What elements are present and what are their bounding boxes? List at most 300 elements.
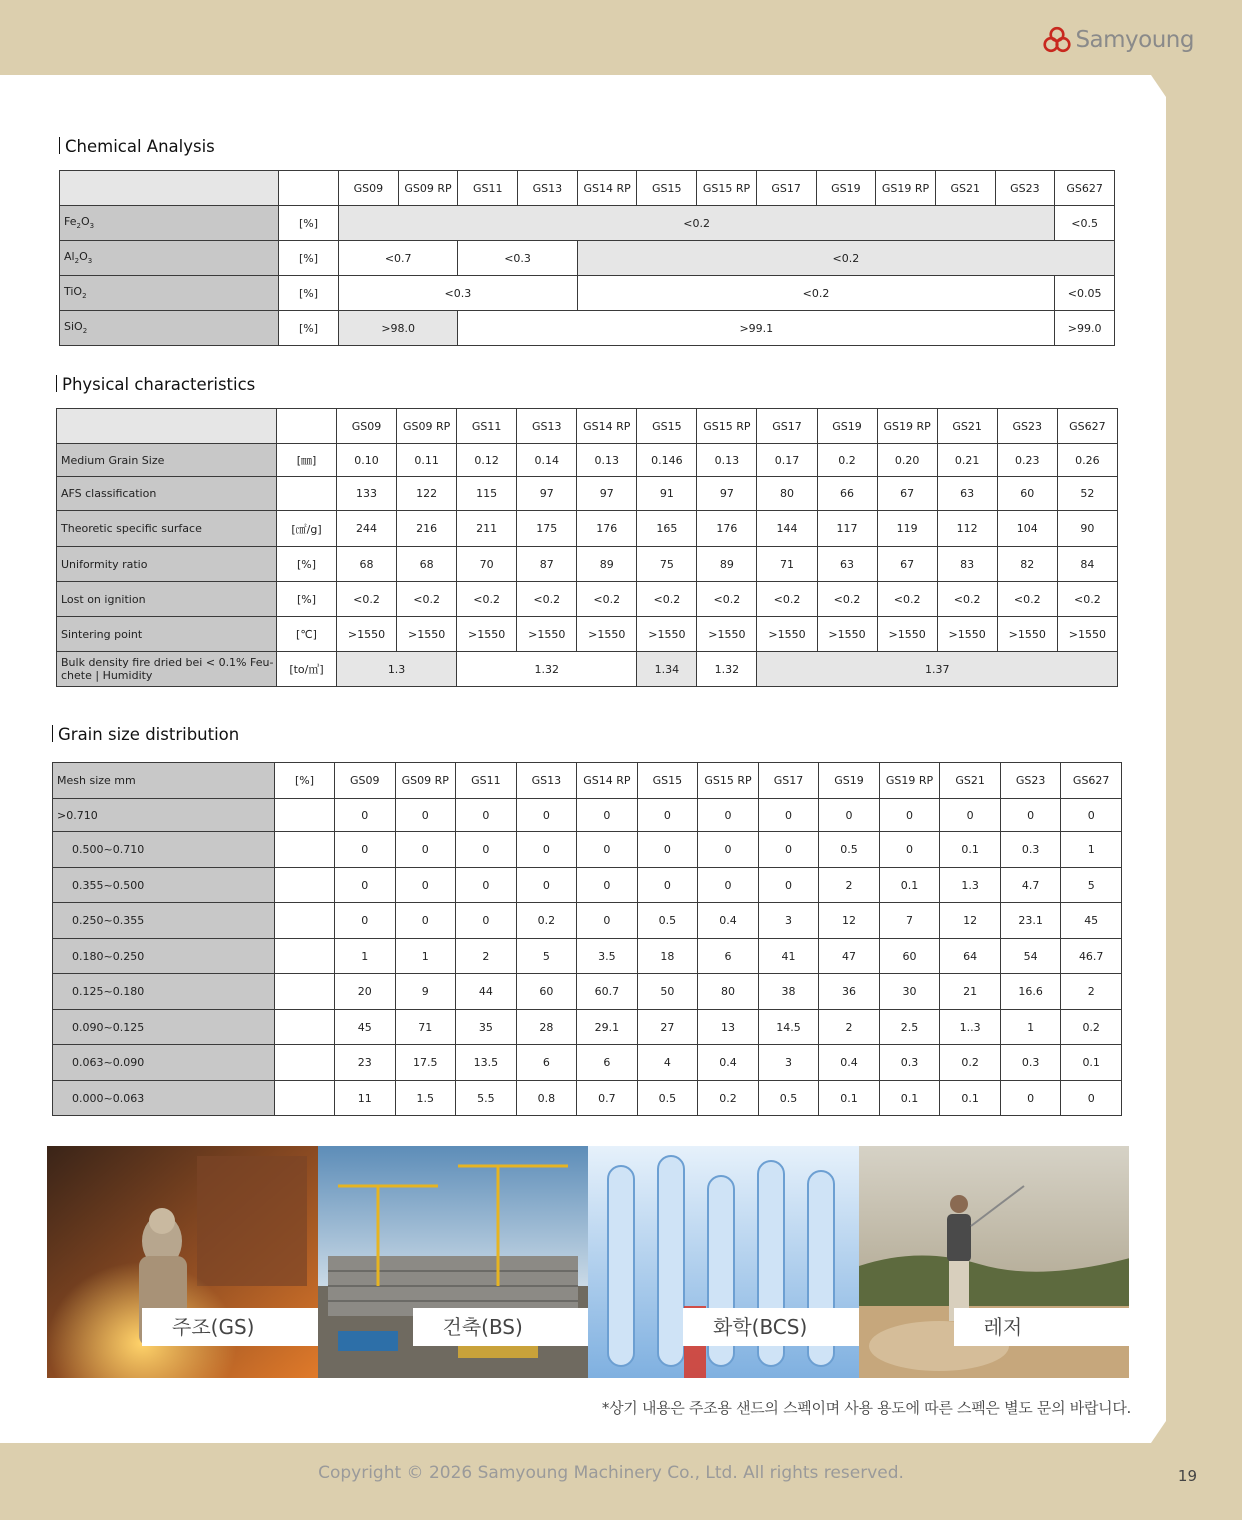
value-cell: 0.3	[1000, 832, 1061, 868]
row-label: Lost on ignition	[57, 582, 277, 617]
value-cell: 1.37	[757, 652, 1118, 687]
value-cell: 0.8	[516, 1081, 577, 1116]
value-cell: 0.146	[637, 444, 697, 477]
formula-subscript: 3	[89, 222, 95, 231]
value-cell: 0	[879, 832, 940, 868]
table-header-row	[60, 171, 1115, 206]
value-cell: <0.05	[1055, 276, 1115, 311]
leisure-photo	[859, 1146, 1130, 1378]
value-cell: >1550	[1057, 617, 1117, 652]
value-cell: 2	[819, 868, 880, 903]
value-cell: 1	[1061, 832, 1122, 868]
value-cell: 1	[395, 939, 456, 974]
table-row	[53, 903, 1122, 939]
value-cell: 0.3	[1000, 1045, 1061, 1081]
value-cell: 35	[456, 1010, 517, 1045]
value-cell: >98.0	[339, 311, 458, 346]
value-cell: 67	[877, 477, 937, 511]
value-cell: 6	[516, 1045, 577, 1081]
value-cell: 0	[698, 799, 759, 832]
value-cell: 70	[457, 547, 517, 582]
value-cell: 175	[517, 511, 577, 547]
value-cell: 0.5	[637, 903, 698, 939]
value-cell: >1550	[397, 617, 457, 652]
value-cell: 4	[637, 1045, 698, 1081]
column-header: GS13	[516, 763, 577, 799]
unit-cell	[275, 1081, 335, 1116]
column-header: GS14 RP	[577, 171, 637, 206]
unit-cell	[275, 868, 335, 903]
value-cell: >1550	[937, 617, 997, 652]
value-cell: 0	[819, 799, 880, 832]
value-cell: <0.3	[339, 276, 578, 311]
value-cell: 144	[757, 511, 817, 547]
value-cell: 1.3	[940, 868, 1001, 903]
value-cell: 64	[940, 939, 1001, 974]
value-cell: <0.2	[817, 582, 877, 617]
column-header: GS19	[819, 763, 880, 799]
value-cell: 7	[879, 903, 940, 939]
value-cell: 30	[879, 974, 940, 1010]
unit-cell: [%]	[279, 311, 339, 346]
column-header: GS15 RP	[697, 171, 757, 206]
formula-subscript: 2	[82, 327, 88, 336]
unit-cell: [㎠/g]	[277, 511, 337, 547]
value-cell: 38	[758, 974, 819, 1010]
column-header: GS19	[816, 171, 876, 206]
unit-cell	[275, 939, 335, 974]
value-cell: 0.1	[940, 832, 1001, 868]
row-label	[60, 206, 279, 241]
value-cell: <0.2	[877, 582, 937, 617]
value-cell: 104	[997, 511, 1057, 547]
value-cell: <0.2	[339, 206, 1055, 241]
unit-cell	[277, 477, 337, 511]
value-cell: 80	[698, 974, 759, 1010]
value-cell: 0.26	[1057, 444, 1117, 477]
samyoung-logo	[1043, 26, 1194, 54]
value-cell: 211	[457, 511, 517, 547]
value-cell: 82	[997, 547, 1057, 582]
row-label: Sintering point	[57, 617, 277, 652]
column-header: GS19 RP	[876, 171, 936, 206]
photo-caption: 건축(BS)	[413, 1308, 589, 1346]
copyright-text: Copyright © 2026 Samyoung Machinery Co., Ltd. All rights reserved.	[318, 1463, 904, 1483]
mesh-size-label: 0.250~0.355	[53, 903, 275, 939]
value-cell: 0	[335, 868, 396, 903]
table-row	[57, 477, 1118, 511]
value-cell: 0.4	[698, 903, 759, 939]
samyoung-logo-icon	[1043, 26, 1071, 54]
mesh-size-label: >0.710	[53, 799, 275, 832]
formula-subscript: 2	[76, 222, 81, 231]
value-cell: 9	[395, 974, 456, 1010]
application-photos	[47, 1146, 1129, 1378]
construction-photo	[318, 1146, 589, 1378]
formula-subscript: 2	[82, 292, 87, 301]
value-cell: >1550	[997, 617, 1057, 652]
formula-mid: O	[79, 250, 88, 264]
value-cell: 89	[577, 547, 637, 582]
mesh-size-label: 0.500~0.710	[53, 832, 275, 868]
value-cell: 0.1	[1061, 1045, 1122, 1081]
column-header: GS19	[817, 409, 877, 444]
table-row	[60, 311, 1115, 346]
unit-cell: [%]	[279, 206, 339, 241]
column-header: GS17	[758, 763, 819, 799]
table-row	[53, 868, 1122, 903]
mesh-size-label: 0.090~0.125	[53, 1010, 275, 1045]
value-cell: 47	[819, 939, 880, 974]
column-header: GS15 RP	[697, 409, 757, 444]
value-cell: 0	[637, 799, 698, 832]
value-cell: 29.1	[577, 1010, 638, 1045]
value-cell: >99.0	[1055, 311, 1115, 346]
value-cell: 5	[1061, 868, 1122, 903]
value-cell: 71	[757, 547, 817, 582]
value-cell: 1..3	[940, 1010, 1001, 1045]
value-cell: 6	[577, 1045, 638, 1081]
value-cell: 0.3	[879, 1045, 940, 1081]
table-row	[57, 547, 1118, 582]
value-cell: <0.2	[757, 582, 817, 617]
value-cell: >1550	[817, 617, 877, 652]
value-cell: 28	[516, 1010, 577, 1045]
value-cell: 52	[1057, 477, 1117, 511]
value-cell: 244	[337, 511, 397, 547]
chemistry-photo	[588, 1146, 859, 1378]
value-cell: >1550	[337, 617, 397, 652]
value-cell: 27	[637, 1010, 698, 1045]
column-header: GS21	[935, 171, 995, 206]
value-cell: 0	[456, 832, 517, 868]
value-cell: 45	[335, 1010, 396, 1045]
value-cell: 0.5	[637, 1081, 698, 1116]
value-cell: 0	[516, 868, 577, 903]
value-cell: <0.2	[637, 582, 697, 617]
value-cell: 41	[758, 939, 819, 974]
spec-note: *상기 내용은 주조용 샌드의 스펙이며 사용 용도에 따른 스펙은 별도 문의 바랍니다.	[601, 1399, 1131, 1417]
value-cell: <0.2	[697, 582, 757, 617]
title-bar	[52, 725, 53, 742]
chemical-analysis-table	[59, 170, 1115, 346]
column-header: GS17	[757, 409, 817, 444]
row-label: AFS classification	[57, 477, 277, 511]
formula-subscript: 3	[87, 257, 93, 266]
value-cell: 87	[517, 547, 577, 582]
column-header: GS23	[1000, 763, 1061, 799]
value-cell: 0	[698, 868, 759, 903]
table-row	[60, 206, 1115, 241]
formula-main: Fe	[64, 215, 77, 229]
unit-cell: [%]	[277, 547, 337, 582]
value-cell: 6	[698, 939, 759, 974]
value-cell: 0	[516, 799, 577, 832]
grain-size-title	[52, 725, 239, 744]
page-number: 19	[1177, 1467, 1197, 1485]
table-row	[57, 582, 1118, 617]
value-cell: 91	[637, 477, 697, 511]
value-cell: 68	[397, 547, 457, 582]
formula-main: TiO	[64, 285, 83, 299]
value-cell: 0	[456, 868, 517, 903]
unit-cell: [㎜]	[277, 444, 337, 477]
unit-cell	[275, 1010, 335, 1045]
value-cell: 1.32	[697, 652, 757, 687]
column-header: GS13	[518, 171, 578, 206]
value-cell: 13.5	[456, 1045, 517, 1081]
table-row	[57, 511, 1118, 547]
value-cell: <0.2	[997, 582, 1057, 617]
unit-cell	[275, 974, 335, 1010]
value-cell: 0.10	[337, 444, 397, 477]
value-cell: 11	[335, 1081, 396, 1116]
value-cell: 12	[940, 903, 1001, 939]
value-cell: 216	[397, 511, 457, 547]
table-row	[60, 241, 1115, 276]
row-label: Uniformity ratio	[57, 547, 277, 582]
value-cell: 36	[819, 974, 880, 1010]
value-cell: 0	[516, 832, 577, 868]
value-cell: 14.5	[758, 1010, 819, 1045]
value-cell: 2	[456, 939, 517, 974]
value-cell: 5	[516, 939, 577, 974]
formula-main: Al	[64, 250, 75, 264]
formula-main: SiO	[64, 320, 83, 334]
value-cell: <0.2	[337, 582, 397, 617]
value-cell: 0	[637, 832, 698, 868]
header-unit-cell	[279, 171, 339, 206]
value-cell: 0.17	[757, 444, 817, 477]
value-cell: 0	[335, 799, 396, 832]
value-cell: <0.5	[1055, 206, 1115, 241]
value-cell: 63	[817, 547, 877, 582]
value-cell: 97	[517, 477, 577, 511]
value-cell: >99.1	[458, 311, 1055, 346]
value-cell: 0.2	[516, 903, 577, 939]
value-cell: 90	[1057, 511, 1117, 547]
column-header: GS13	[517, 409, 577, 444]
value-cell: <0.2	[577, 241, 1114, 276]
value-cell: 0.5	[819, 832, 880, 868]
value-cell: 3.5	[577, 939, 638, 974]
physical-characteristics-title	[56, 375, 255, 394]
value-cell: 3	[758, 1045, 819, 1081]
value-cell: 0.1	[819, 1081, 880, 1116]
value-cell: 17.5	[395, 1045, 456, 1081]
value-cell: 0	[577, 832, 638, 868]
photo-caption: 주조(GS)	[142, 1308, 318, 1346]
value-cell: 0	[940, 799, 1001, 832]
value-cell: 20	[335, 974, 396, 1010]
value-cell: 71	[395, 1010, 456, 1045]
column-header: GS09 RP	[395, 763, 456, 799]
table-row-bulk-density	[57, 652, 1118, 687]
chemical-analysis-title	[59, 137, 215, 156]
foundry-photo	[47, 1146, 318, 1378]
value-cell: 89	[697, 547, 757, 582]
value-cell: 0.11	[397, 444, 457, 477]
column-header: GS11	[457, 409, 517, 444]
column-header: GS19 RP	[879, 763, 940, 799]
value-cell: 112	[937, 511, 997, 547]
value-cell: 0.20	[877, 444, 937, 477]
value-cell: 0	[758, 799, 819, 832]
value-cell: 0.1	[879, 1081, 940, 1116]
title-bar	[59, 137, 60, 154]
column-header: GS19 RP	[877, 409, 937, 444]
value-cell: 0.13	[697, 444, 757, 477]
mesh-size-label: 0.000~0.063	[53, 1081, 275, 1116]
value-cell: >1550	[637, 617, 697, 652]
value-cell: 0.21	[937, 444, 997, 477]
value-cell: 0	[395, 832, 456, 868]
row-label: Medium Grain Size	[57, 444, 277, 477]
value-cell: 60.7	[577, 974, 638, 1010]
value-cell: 68	[337, 547, 397, 582]
title-bar	[56, 375, 57, 392]
value-cell: 23	[335, 1045, 396, 1081]
value-cell: <0.2	[937, 582, 997, 617]
value-cell: 0.2	[817, 444, 877, 477]
value-cell: 0.2	[698, 1081, 759, 1116]
value-cell: 18	[637, 939, 698, 974]
value-cell: >1550	[517, 617, 577, 652]
formula-mid: O	[80, 215, 90, 229]
table-row	[57, 617, 1118, 652]
value-cell: >1550	[457, 617, 517, 652]
value-cell: 63	[937, 477, 997, 511]
value-cell: 3	[758, 903, 819, 939]
column-header: GS23	[997, 409, 1057, 444]
value-cell: 16.6	[1000, 974, 1061, 1010]
value-cell: 0.4	[698, 1045, 759, 1081]
formula-subscript: 2	[74, 257, 80, 266]
unit-header: [%]	[275, 763, 335, 799]
value-cell: 0.2	[1061, 1010, 1122, 1045]
value-cell: 83	[937, 547, 997, 582]
value-cell: 0	[395, 868, 456, 903]
photo-caption: 레저	[954, 1308, 1130, 1346]
value-cell: 176	[697, 511, 757, 547]
value-cell: 0.1	[940, 1081, 1001, 1116]
value-cell: 1.3	[337, 652, 457, 687]
value-cell: 119	[877, 511, 937, 547]
unit-cell	[275, 903, 335, 939]
table-header-row	[53, 763, 1122, 799]
value-cell: >1550	[877, 617, 937, 652]
value-cell: 60	[516, 974, 577, 1010]
table-row	[53, 1081, 1122, 1116]
value-cell: 0.2	[940, 1045, 1001, 1081]
table-row	[53, 939, 1122, 974]
unit-cell	[275, 1045, 335, 1081]
value-cell: 0	[335, 903, 396, 939]
photo-caption: 화학(BCS)	[683, 1308, 859, 1346]
unit-cell: [%]	[277, 582, 337, 617]
value-cell: 54	[1000, 939, 1061, 974]
value-cell: 0	[395, 799, 456, 832]
grain-size-table	[52, 762, 1122, 1116]
value-cell: 4.7	[1000, 868, 1061, 903]
column-header: GS14 RP	[577, 763, 638, 799]
column-header: GS627	[1055, 171, 1115, 206]
table-header-row	[57, 409, 1118, 444]
unit-cell	[275, 799, 335, 832]
value-cell: <0.2	[457, 582, 517, 617]
value-cell: 0.12	[457, 444, 517, 477]
value-cell: 5.5	[456, 1081, 517, 1116]
unit-cell	[275, 832, 335, 868]
unit-cell: [℃]	[277, 617, 337, 652]
column-header: GS15	[637, 409, 697, 444]
value-cell: 2.5	[879, 1010, 940, 1045]
value-cell: <0.3	[458, 241, 577, 276]
value-cell: <0.7	[339, 241, 458, 276]
column-header: GS14 RP	[577, 409, 637, 444]
value-cell: 0	[879, 799, 940, 832]
value-cell: 23.1	[1000, 903, 1061, 939]
column-header: GS15	[637, 171, 697, 206]
value-cell: 115	[457, 477, 517, 511]
table-row	[53, 799, 1122, 832]
column-header: GS17	[756, 171, 816, 206]
value-cell: 0	[1061, 799, 1122, 832]
value-cell: 0	[395, 903, 456, 939]
row-label	[60, 241, 279, 276]
unit-cell: [to/㎥]	[277, 652, 337, 687]
value-cell: 122	[397, 477, 457, 511]
value-cell: 0.23	[997, 444, 1057, 477]
value-cell: 0	[577, 868, 638, 903]
value-cell: 0	[1061, 1081, 1122, 1116]
column-header: GS11	[458, 171, 518, 206]
value-cell: 0	[758, 868, 819, 903]
row-label	[60, 311, 279, 346]
row-label	[60, 276, 279, 311]
value-cell: 97	[697, 477, 757, 511]
table-row	[60, 276, 1115, 311]
value-cell: 0.13	[577, 444, 637, 477]
value-cell: 45	[1061, 903, 1122, 939]
value-cell: 0	[335, 832, 396, 868]
value-cell: 60	[879, 939, 940, 974]
value-cell: 21	[940, 974, 1001, 1010]
row-label: Bulk density fire dried bei < 0.1% Feu-chete | Humidity	[57, 652, 277, 687]
value-cell: >1550	[697, 617, 757, 652]
mesh-size-label: 0.125~0.180	[53, 974, 275, 1010]
column-header: GS09	[339, 171, 399, 206]
brand-name: Samyoung	[1075, 27, 1194, 53]
value-cell: 0.1	[879, 868, 940, 903]
column-header: GS21	[940, 763, 1001, 799]
value-cell: 75	[637, 547, 697, 582]
physical-characteristics-table	[56, 408, 1118, 687]
value-cell: <0.2	[397, 582, 457, 617]
value-cell: <0.2	[1057, 582, 1117, 617]
value-cell: 13	[698, 1010, 759, 1045]
value-cell: 0.4	[819, 1045, 880, 1081]
unit-cell: [%]	[279, 276, 339, 311]
value-cell: 0	[577, 903, 638, 939]
value-cell: 2	[819, 1010, 880, 1045]
value-cell: 133	[337, 477, 397, 511]
unit-cell: [%]	[279, 241, 339, 276]
value-cell: 66	[817, 477, 877, 511]
value-cell: 0	[698, 832, 759, 868]
value-cell: 67	[877, 547, 937, 582]
value-cell: 50	[637, 974, 698, 1010]
